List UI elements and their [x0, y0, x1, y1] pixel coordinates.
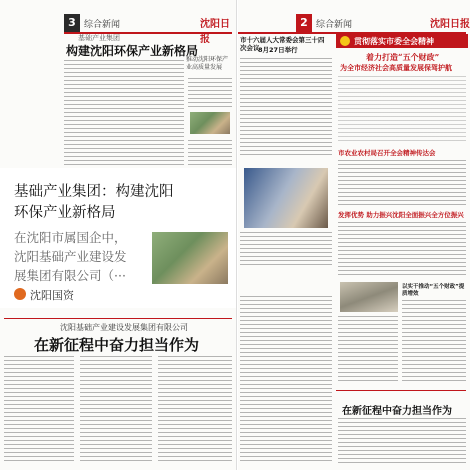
right-mid-headline-2: 发挥优势 助力振兴沈阳全面振兴全方位振兴 — [338, 211, 464, 219]
left-bottom-kicker: 沈阳基础产业建设发展集团有限公司 — [60, 323, 188, 332]
left-section-label: 综合新闻 — [84, 20, 121, 30]
source-logo-icon — [14, 288, 26, 300]
left-page-number-badge: 3 — [64, 14, 80, 32]
right-mid-text-block-3 — [402, 300, 466, 384]
right-newspaper-page — [238, 0, 470, 470]
card-desc-line-3: 展集团有限公司（··· — [14, 268, 126, 283]
left-bottom-col-2 — [80, 356, 152, 464]
right-left-text-2 — [240, 232, 332, 268]
left-bottom-red-rule — [4, 318, 232, 319]
card-thumbnail — [152, 232, 228, 284]
right-left-photo — [244, 168, 328, 228]
right-left-text-3 — [240, 296, 332, 464]
right-left-subheadline — [242, 272, 330, 280]
right-left-text-1 — [240, 58, 332, 156]
banner-text: 贯彻落实市委全会精神 — [354, 37, 434, 46]
left-small-kicker: 基础产业集团 — [78, 34, 120, 42]
left-masthead: 沈阳日报 — [200, 19, 230, 45]
left-small-photo — [190, 112, 230, 134]
right-mid-text-block-2 — [338, 222, 466, 278]
right-mid-photo — [340, 282, 398, 312]
left-side-text-block-2 — [188, 140, 232, 168]
right-page-number-badge: 2 — [296, 14, 312, 32]
party-emblem-icon — [340, 36, 350, 46]
left-bottom-headline: 在新征程中奋力担当作为 — [34, 336, 200, 354]
right-section-label: 综合新闻 — [316, 20, 353, 30]
card-title-line-2: 环保产业新格局 — [14, 205, 116, 221]
card-desc-line-2: 沈阳基础产业建设发 — [14, 249, 127, 264]
left-bottom-col-3 — [158, 356, 232, 464]
right-bottom-rule — [336, 390, 466, 391]
right-bottom-headline: 在新征程中奋力担当作为 — [342, 406, 452, 417]
right-masthead: 沈阳日报 — [430, 19, 470, 30]
right-left-headline-1: 市十六届人大常委会第三十四次会议 — [240, 36, 325, 52]
left-side-headline: 推动沈阳环保产业高质量发展 — [186, 56, 229, 71]
right-mid-text-block-4 — [338, 316, 398, 384]
banner-headline-1: 着力打造“五个财政” — [366, 52, 440, 62]
article-preview-card[interactable] — [0, 168, 236, 308]
right-bottom-text-block — [338, 418, 466, 464]
left-body-text-block — [64, 60, 184, 165]
left-headline: 构建沈阳环保产业新格局 — [66, 44, 199, 58]
banner-text-block — [338, 76, 466, 142]
left-bottom-col-1 — [4, 356, 74, 464]
right-mid-text-block — [338, 160, 466, 206]
banner-headline-2: 为全市经济社会高质量发展保驾护航 — [340, 63, 452, 72]
card-desc-line-1: 在沈阳市属国企中， — [14, 230, 127, 245]
right-banner — [336, 34, 468, 48]
card-title-line-1: 基础产业集团：构建沈阳 — [14, 184, 174, 200]
left-side-text-block — [188, 78, 232, 108]
right-left-headline-2: 8月27日举行 — [258, 46, 298, 54]
right-mid-headline-1: 市农业农村局召开全会精神传达会 — [338, 149, 436, 157]
card-source-label: 沈阳国资 — [30, 289, 74, 302]
right-bottom-small-headline: 以实干推动“五个财政”提质增效 — [402, 284, 465, 297]
